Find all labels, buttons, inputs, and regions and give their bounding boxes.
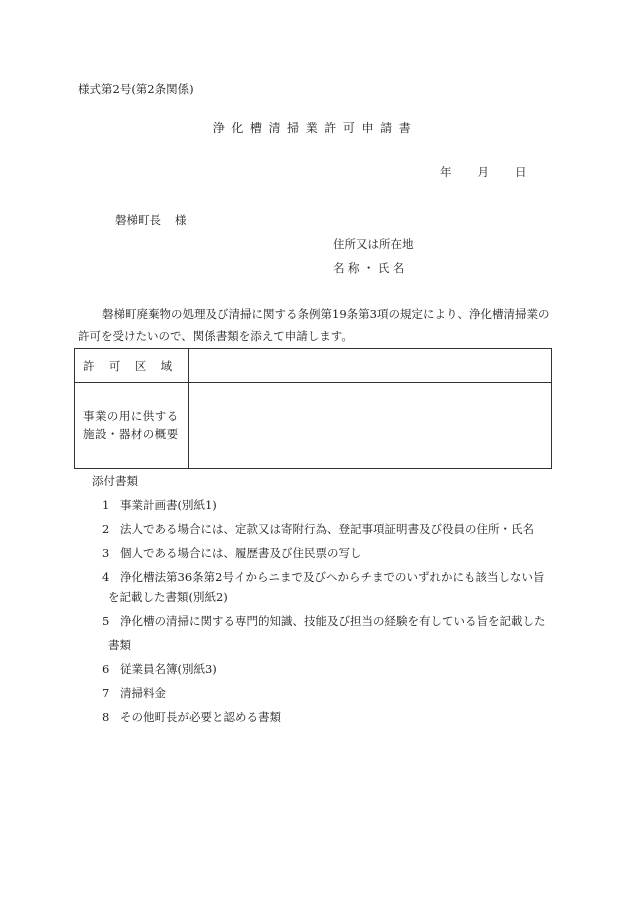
permit-area-value[interactable] [189,349,552,383]
applicant-name-label: 名称・氏名 [333,261,408,275]
facility-overview-value[interactable] [189,383,552,469]
attachment-item-5-continued: 書類 [108,638,131,652]
applicant-address-label: 住所又は所在地 [333,237,414,251]
date-day-label: 日 [515,165,527,179]
addressee [115,215,187,227]
application-table [74,348,552,469]
date-month-label: 月 [477,165,489,179]
attachment-item-3: 3 個人である場合には、履歴書及び住民票の写し [102,546,362,560]
attachment-item-7: 7 清掃料金 [102,686,166,700]
attachment-item-1: 1 事業計画書(別紙1) [102,498,217,512]
facility-overview-label: 事業の用に供する 施設・器材の概要 [75,383,189,469]
table-row-permit-area [75,349,552,383]
attachment-item-4: 4 浄化槽法第36条第2号イからニまで及びヘからチまでのいずれかにも該当しない旨 [102,570,545,584]
attachment-item-8: 8 その他町長が必要と認める書類 [102,710,281,724]
table-row-facility-overview [75,383,552,469]
date-line [440,167,527,179]
addressee-suffix: 様 [175,213,187,227]
addressee-name: 磐梯町長 [115,213,161,227]
attachments-heading: 添付書類 [92,474,138,488]
attachment-item-5: 5 浄化槽の清掃に関する専門的知識、技能及び担当の経験を有している旨を記載した [102,614,546,628]
attachment-item-2: 2 法人である場合には、定款又は寄附行為、登記事項証明書及び役員の住所・氏名 [102,522,534,536]
body-text-line-1: 磐梯町廃棄物の処理及び清掃に関する条例第19条第3項の規定により、浄化槽清掃業の [102,307,550,321]
attachment-item-6: 6 従業員名簿(別紙3) [102,662,217,676]
document-title: 浄化槽清掃業許可申請書 [212,121,418,135]
date-year-label: 年 [440,165,452,179]
attachment-item-4-continued: を記載した書類(別紙2) [108,590,228,604]
form-number: 様式第2号(第2条関係) [78,82,194,96]
permit-area-label: 許可区域 [75,349,189,383]
body-text-line-2: 許可を受けたいので、関係書類を添えて申請します。 [78,329,353,343]
